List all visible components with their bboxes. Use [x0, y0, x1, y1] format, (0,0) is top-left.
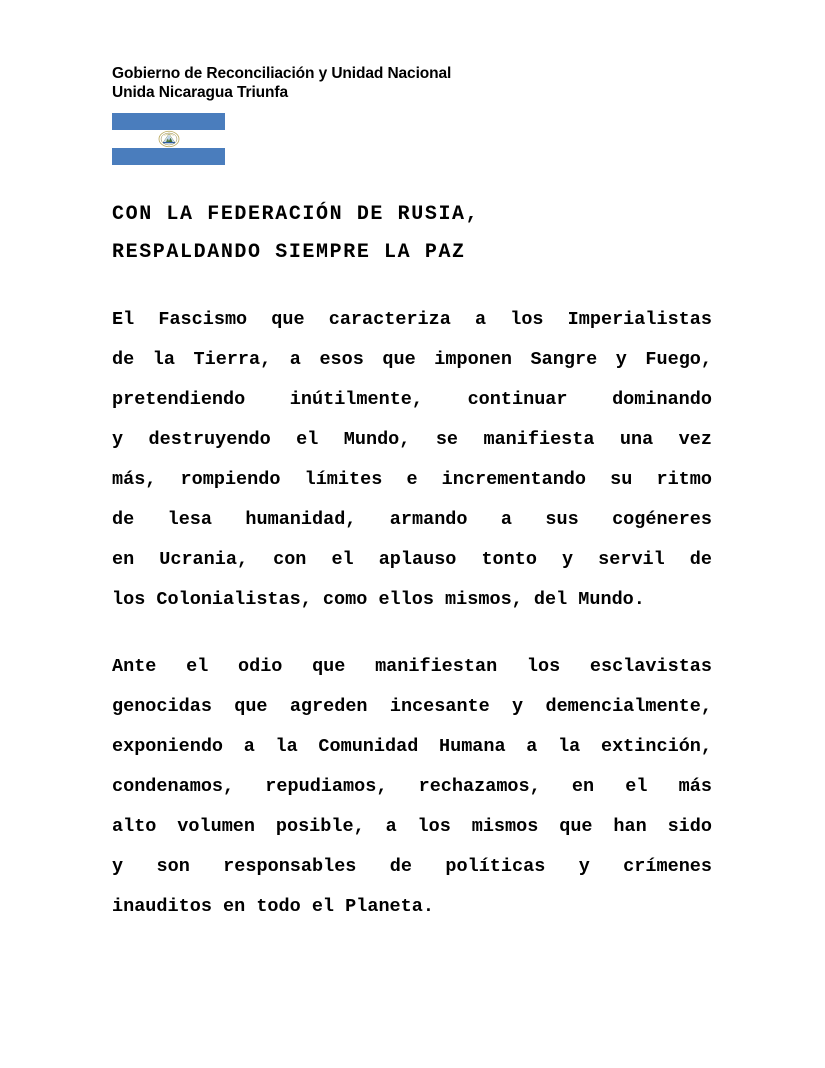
document-title — [112, 196, 732, 272]
text-line: y son responsables de políticas y crímenes — [112, 856, 712, 877]
text-line: de lesa humanidad, armando a sus cogéneres — [112, 509, 712, 530]
text-line: condenamos, repudiamos, rechazamos, en el más — [112, 776, 712, 797]
text-line: de la Tierra, a esos que imponen Sangre y Fuego, — [112, 349, 712, 370]
letterhead-line-1: Gobierno de Reconciliación y Unidad Nacional — [112, 65, 452, 82]
document-title-line-1: CON LA FEDERACIÓN DE RUSIA, — [112, 203, 480, 226]
letterhead — [112, 64, 732, 102]
text-line: pretendiendo inútilmente, continuar dominando — [112, 389, 712, 410]
flag-band-top — [112, 113, 225, 130]
document-body — [112, 300, 712, 927]
flag-band-middle — [112, 130, 225, 147]
text-line: genocidas que agreden incesante y demencialmente, — [112, 696, 712, 717]
paragraph-2 — [112, 647, 712, 927]
document-title-line-2: RESPALDANDO SIEMPRE LA PAZ — [112, 241, 466, 264]
text-line: alto volumen posible, a los mismos que han sido — [112, 816, 712, 837]
text-line: El Fascismo que caracteriza a los Imperialistas — [112, 309, 712, 330]
text-line: Ante el odio que manifiestan los esclavistas — [112, 656, 712, 677]
text-line: más, rompiendo límites e incrementando su ritmo — [112, 469, 712, 490]
text-line: inauditos en todo el Planeta. — [112, 896, 434, 917]
paragraph-1 — [112, 300, 712, 620]
nicaragua-flag-icon — [112, 113, 225, 165]
text-line: y destruyendo el Mundo, se manifiesta una vez — [112, 429, 712, 450]
text-line: exponiendo a la Comunidad Humana a la extinción, — [112, 736, 712, 757]
text-line: los Colonialistas, como ellos mismos, del Mundo. — [112, 589, 645, 610]
letterhead-line-2: Unida Nicaragua Triunfa — [112, 84, 288, 101]
flag-band-bottom — [112, 148, 225, 165]
nicaragua-coat-of-arms-icon — [158, 130, 180, 147]
text-line: en Ucrania, con el aplauso tonto y servil de — [112, 549, 712, 570]
